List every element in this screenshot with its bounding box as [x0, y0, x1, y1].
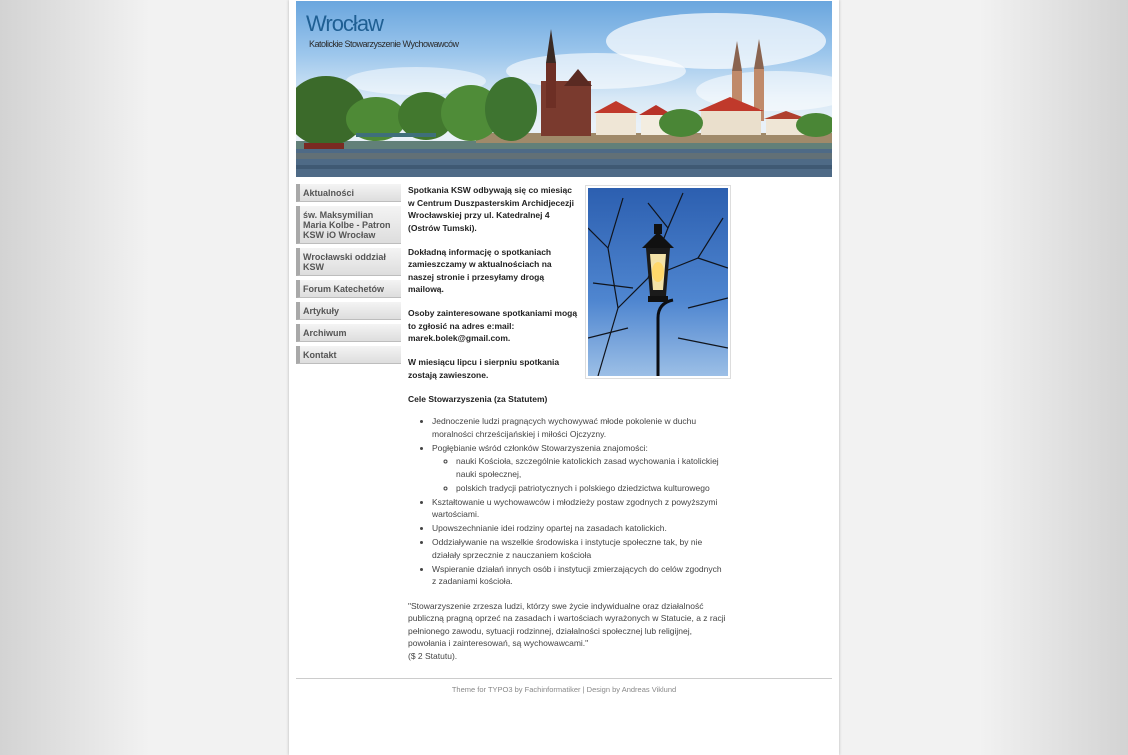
nav-item-aktualnosci[interactable]: Aktualności	[296, 184, 401, 202]
list-item: • Kształtowanie u wychowawców i młodzieży postaw zgodnych z powyższymi wartościami.	[432, 496, 726, 521]
quote-reference: ($ 2 Statutu).	[408, 650, 458, 661]
sidebar-nav	[296, 184, 401, 368]
sub-list-item: ◦ polskich tradycji patriotycznych i polskiego dziedzictwa kulturowego	[456, 482, 726, 495]
nav-item-forum-katechetow[interactable]: Forum Katechetów	[296, 280, 401, 298]
goals-list	[408, 415, 726, 588]
list-item	[432, 442, 726, 495]
list-item: • Wspieranie działań innych osób i instytucji zmierzających do celów zgodnych z zadaniami kościoła.	[432, 563, 726, 588]
sub-list-item: ◦ nauki Kościoła, szczególnie katolickich zasad wychowania i katolickiej nauki społecznej,	[456, 455, 726, 480]
intro-section	[408, 184, 578, 381]
nav-item-archiwum[interactable]: Archiwum	[296, 324, 401, 342]
list-item-text: Pogłębianie wśród członków Stowarzyszenia znajomości:	[432, 442, 648, 453]
footer	[296, 685, 832, 694]
list-item: • Oddziaływanie na wszelkie środowiska i instytucje społeczne tak, by nie działały sprzecznie z nauczaniem kościoła	[432, 536, 726, 561]
list-item: • Upowszechnianie idei rodziny opartej na zasadach katolickich.	[432, 522, 726, 535]
footer-theme-text: Theme for TYPO3 by	[451, 685, 523, 694]
footer-design-author-link[interactable]: Andreas Viklund	[621, 685, 677, 694]
nav-item-wroclawski-oddzial[interactable]: Wrocławski oddział KSW	[296, 248, 401, 276]
goals-title: Cele Stowarzyszenia (za Statutem)	[408, 393, 548, 404]
footer-design-text: Design by	[586, 685, 621, 694]
intro-paragraph: Spotkania KSW odbywają się co miesiąc w Centrum Duszpasterskim Archidjecezji Wrocławskiej przy ul. Katedralnej 4 (Ostrów Tumski).	[408, 185, 574, 233]
list-item: • Jednoczenie ludzi pragnących wychowywać młode pokolenie w duchu moralności chrześcijańskiej i miłości Ojczyzny.	[432, 415, 726, 440]
intro-paragraph: W miesiącu lipcu i sierpniu spotkania zostają zawieszone.	[408, 357, 560, 380]
footer-divider	[296, 678, 832, 679]
nav-item-artykuly[interactable]: Artykuły	[296, 302, 401, 320]
nav-item-patron[interactable]: św. Maksymilian Maria Kolbe - Patron KSW iO Wrocław	[296, 206, 401, 244]
intro-paragraph: Osoby zainteresowane spotkaniami mogą to zgłosić na adres e:mail: marek.bolek@gmail.com.	[408, 308, 578, 343]
intro-paragraph: Dokładną informację o spotkaniach zamieszczamy w aktualnościach na naszej stronie i przesyłamy drogą mailową.	[408, 246, 552, 294]
site-subtitle: Katolickie Stowarzyszenie Wychowawców	[309, 39, 459, 49]
goals-sublist	[432, 455, 726, 494]
statute-quote	[408, 600, 726, 663]
quote-text: "Stowarzyszenie zrzesza ludzi, którzy swe życie indywidualne oraz działalność publiczną pragną oprzeć na zasadach i wartościach wyrażonych w Statucie, a z racji pełnionego zawodu, sytuacji rodzinnej, działalności społecznej lub religijnej, powołania i zainteresowań, są wychowawcami."	[408, 600, 726, 648]
footer-separator: |	[582, 685, 585, 694]
nav-item-kontakt[interactable]: Kontakt	[296, 346, 401, 364]
site-title[interactable]: Wrocław	[306, 11, 383, 36]
main-content	[408, 184, 726, 662]
footer-theme-author-link[interactable]: Fachinformatiker	[524, 685, 581, 694]
header-banner	[296, 1, 832, 177]
page	[289, 0, 839, 755]
